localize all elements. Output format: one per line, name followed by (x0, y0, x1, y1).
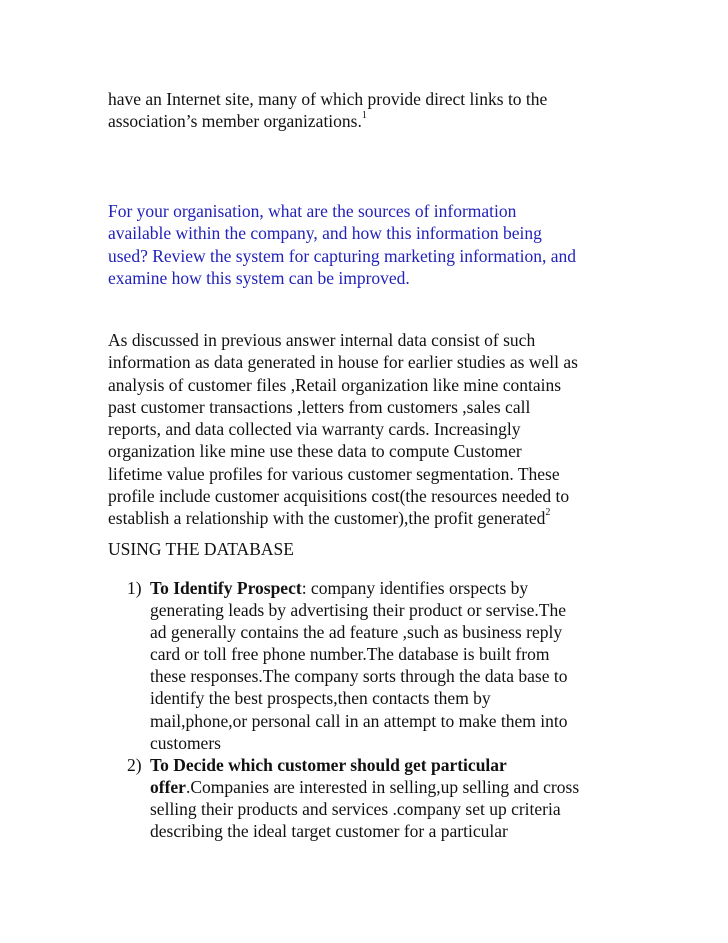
list-item-line: these responses.The company sorts through the data base to (150, 666, 568, 687)
section-heading: USING THE DATABASE (108, 539, 294, 559)
list-item (127, 577, 579, 754)
question-line: available within the company, and how this information being (108, 223, 542, 244)
list-item-line: card or toll free phone number.The database is built from (150, 644, 550, 665)
list-item-line: generating leads by advertising their product or servise.The (150, 600, 566, 621)
intro-line-with-footnote (108, 110, 668, 132)
list-item-line: customers (150, 732, 221, 753)
question-line: examine how this system can be improved. (108, 267, 410, 288)
list-item-first-line (150, 577, 579, 599)
list-item-line: describing the ideal target customer for a particular (150, 821, 508, 842)
answer-line: profile include customer acquisitions cost(the resources needed to (108, 486, 570, 507)
answer-line: reports, and data collected via warranty cards. Increasingly (108, 419, 521, 440)
list-item-text: .Companies are interested in selling,up selling and cross (185, 776, 580, 797)
list-number: 2) (127, 754, 142, 775)
intro-paragraph (108, 88, 668, 133)
list-item-title: To Identify Prospect (150, 578, 302, 598)
answer-line: lifetime value profiles for various customer segmentation. These (108, 463, 560, 484)
intro-line: have an Internet site, many of which provide direct links to the (108, 89, 548, 109)
answer-line: establish a relationship with the customer),the profit generated (108, 508, 546, 529)
list-item-second-line (150, 776, 579, 798)
footnote-marker: 2 (545, 507, 551, 519)
list-item-title: offer (150, 776, 186, 797)
answer-paragraph (108, 329, 668, 530)
answer-line: information as data generated in house for earlier studies as well as (108, 352, 578, 373)
answer-line-with-footnote (108, 507, 668, 529)
question-line: For your organisation, what are the sources of information (108, 201, 517, 221)
list-item-first-line (150, 754, 579, 776)
answer-line: As discussed in previous answer internal data consist of such (108, 330, 536, 350)
list-item (127, 754, 579, 842)
question-line: used? Review the system for capturing marketing information, and (108, 245, 576, 266)
footnote-marker: 1 (361, 110, 367, 122)
answer-line: analysis of customer files ,Retail organization like mine contains (108, 374, 562, 395)
intro-line: association’s member organizations. (108, 111, 362, 132)
answer-line: past customer transactions ,letters from customers ,sales call (108, 396, 531, 417)
list-item-text: : company identifies orspects by (301, 578, 529, 598)
list-item-line: ad generally contains the ad feature ,such as business reply (150, 622, 563, 643)
list-item-line: identify the best prospects,then contacts them by (150, 688, 491, 709)
list-number: 1) (127, 578, 142, 598)
question-paragraph (108, 200, 668, 289)
numbered-list (127, 577, 579, 842)
list-item-line: mail,phone,or personal call in an attempt to make them into (150, 710, 568, 731)
answer-line: organization like mine use these data to compute Customer (108, 441, 522, 462)
list-item-line: selling their products and services .company set up criteria (150, 798, 561, 819)
list-item-title: To Decide which customer should get particular (150, 754, 507, 775)
